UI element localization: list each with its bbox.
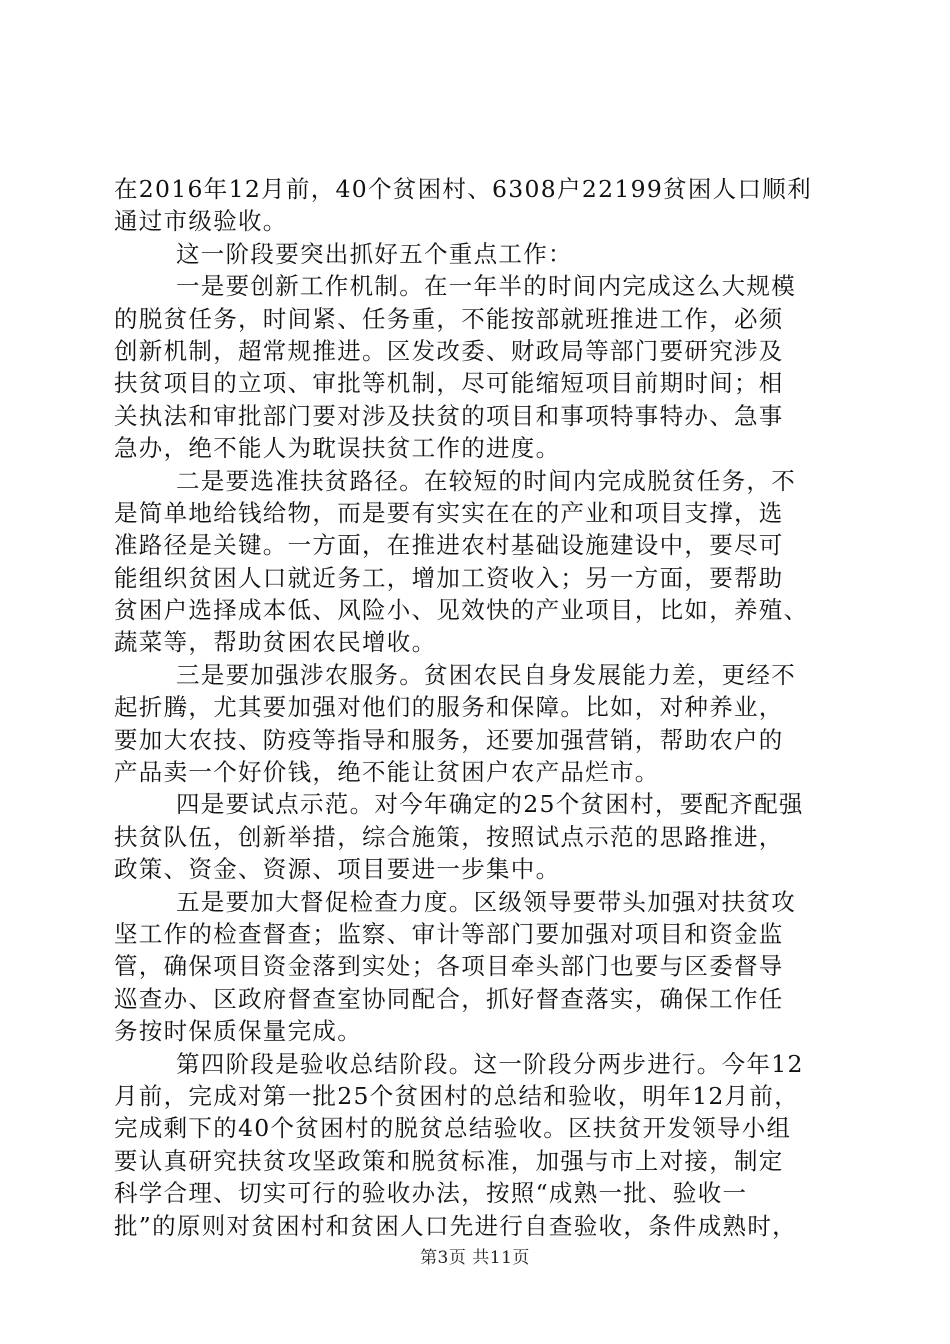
paragraph-line: 坚工作的检查督查；监察、审计等部门要加强对项目和资金监: [114, 919, 784, 948]
paragraph-line: 这一阶段要突出抓好五个重点工作：: [176, 239, 573, 268]
paragraph-line: 要加大农技、防疫等指导和服务，还要加强营销，帮助农户的: [114, 725, 784, 754]
paragraph-line: 起折腾，尤其要加强对他们的服务和保障。比如，对种养业，: [114, 693, 784, 722]
paragraph-line: 政策、资金、资源、项目要进一步集中。: [114, 855, 561, 884]
paragraph-line: 创新机制，超常规推进。区发改委、财政局等部门要研究涉及: [114, 336, 784, 365]
paragraph-line: 科学合理、切实可行的验收办法，按照“成熟一批、验收一: [114, 1179, 748, 1208]
paragraph-line: 蔬菜等，帮助贫困农民增收。: [114, 628, 437, 657]
paragraph-line: 的脱贫任务，时间紧、任务重，不能按部就班推进工作，必须: [114, 304, 784, 333]
paragraph-line: 巡查办、区政府督查室协同配合，抓好督查落实，确保工作任: [114, 984, 784, 1013]
paragraph-line: 通过市级验收。: [114, 207, 288, 236]
paragraph-line: 在2016年12月前，40个贫困村、6308户22199贫困人口顺利: [114, 175, 812, 203]
paragraph-line: 一是要创新工作机制。在一年半的时间内完成这么大规模: [176, 272, 796, 301]
paragraph-line: 批”的原则对贫困村和贫困人口先进行自查验收，条件成熟时，: [114, 1211, 797, 1240]
paragraph-line: 准路径是关键。一方面，在推进农村基础设施建设中，要尽可: [114, 531, 784, 560]
paragraph-line: 产品卖一个好价钱，绝不能让贫困户农产品烂市。: [114, 758, 660, 787]
paragraph-line: 要认真研究扶贫攻坚政策和脱贫标准，加强与市上对接，制定: [114, 1146, 784, 1175]
paragraph-line: 完成剩下的40个贫困村的脱贫总结验收。区扶贫开发领导小组: [114, 1114, 792, 1143]
paragraph-line: 能组织贫困人口就近务工，增加工资收入；另一方面，要帮助: [114, 563, 784, 592]
paragraph-line: 三是要加强涉农服务。贫困农民自身发展能力差，更经不: [176, 660, 796, 689]
paragraph-line: 五是要加大督促检查力度。区级领导要带头加强对扶贫攻: [176, 887, 796, 916]
page-number-footer: 第3页 共11页: [420, 1248, 530, 1268]
paragraph-line: 管，确保项目资金落到实处；各项目牵头部门也要与区委督导: [114, 952, 784, 981]
paragraph-line: 二是要选准扶贫路径。在较短的时间内完成脱贫任务，不: [176, 466, 796, 495]
paragraph-line: 月前，完成对第一批25个贫困村的总结和验收，明年12月前，: [114, 1081, 800, 1110]
paragraph-line: 是简单地给钱给物，而是要有实实在在的产业和项目支撑，选: [114, 498, 784, 527]
paragraph-line: 扶贫项目的立项、审批等机制，尽可能缩短项目前期时间；相: [114, 369, 784, 398]
paragraph-line: 急办，绝不能人为耽误扶贫工作的进度。: [114, 434, 561, 463]
paragraph-line: 贫困户选择成本低、风险小、见效快的产业项目，比如，养殖、: [114, 596, 809, 625]
paragraph-line: 务按时保质保量完成。: [114, 1017, 362, 1046]
document-body: [114, 173, 839, 1242]
paragraph-line: 四是要试点示范。对今年确定的25个贫困村，要配齐配强: [176, 790, 804, 819]
paragraph-line: 扶贫队伍，创新举措，综合施策，按照试点示范的思路推进，: [114, 822, 784, 851]
paragraph-line: 关执法和审批部门要对涉及扶贫的项目和事项特事特办、急事: [114, 401, 784, 430]
paragraph-line: 第四阶段是验收总结阶段。这一阶段分两步进行。今年12: [176, 1049, 804, 1078]
